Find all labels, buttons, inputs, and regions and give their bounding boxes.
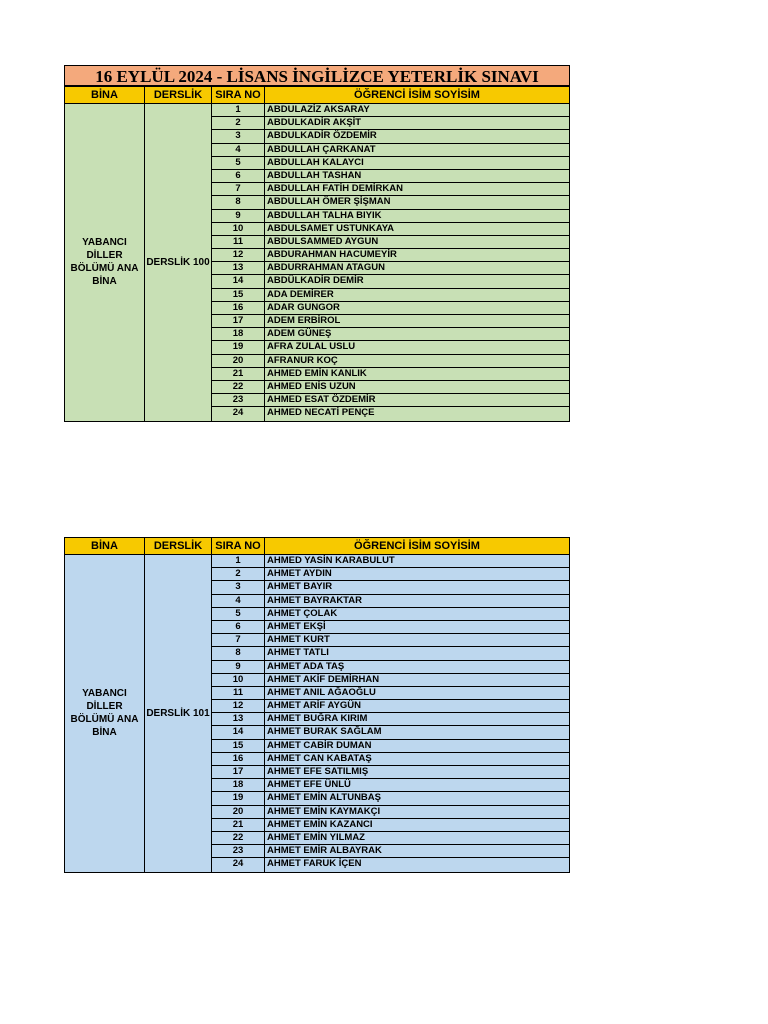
sira-no-cell: 15: [212, 289, 265, 301]
student-name-cell: AHMET BAYRAKTAR: [267, 594, 362, 606]
table-row: [212, 806, 569, 819]
sira-no-cell: 9: [212, 210, 265, 222]
table-row: [212, 595, 569, 608]
page-title: 16 EYLÜL 2024 - LİSANS İNGİLİZCE YETERLİK SINAVI: [64, 65, 570, 86]
sira-no-cell: 16: [212, 302, 265, 314]
table-row: [212, 341, 569, 354]
sira-no-cell: 5: [212, 157, 265, 169]
table-row: [212, 687, 569, 700]
table-row: [212, 674, 569, 687]
table-header: [64, 86, 570, 104]
table-row: [212, 275, 569, 288]
sira-no-cell: 3: [212, 130, 265, 142]
student-name-cell: AHMET EMİN ALTUNBAŞ: [267, 792, 381, 804]
table-row: [212, 302, 569, 315]
sira-no-cell: 5: [212, 608, 265, 620]
table-row: [212, 223, 569, 236]
table-row: [212, 568, 569, 581]
student-name-cell: ABDULLAH ÇARKANAT: [267, 143, 376, 155]
table-row: [212, 157, 569, 170]
student-name-cell: AHMED ENİS UZUN: [267, 380, 356, 392]
student-rows: [212, 104, 569, 421]
header-derslik: DERSLİK: [145, 538, 212, 554]
student-name-cell: AHMED ESAT ÖZDEMİR: [267, 394, 376, 406]
table-row: [212, 407, 569, 420]
sira-no-cell: 22: [212, 832, 265, 844]
sira-no-cell: 8: [212, 196, 265, 208]
student-name-cell: AHMET BAYIR: [267, 581, 333, 593]
sira-no-cell: 6: [212, 170, 265, 182]
student-name-cell: AHMET EMİN KAYMAKÇI: [267, 805, 381, 817]
table-row: [212, 792, 569, 805]
sira-no-cell: 4: [212, 595, 265, 607]
table-row: [212, 104, 569, 117]
table-row: [212, 236, 569, 249]
student-name-cell: AHMET AYDIN: [267, 568, 332, 580]
sira-no-cell: 3: [212, 581, 265, 593]
table-row: [212, 779, 569, 792]
student-name-cell: ADEM ERBİROL: [267, 315, 341, 326]
table-row: [212, 183, 569, 196]
student-name-cell: ABDULLAH TASHAN: [267, 169, 362, 181]
sira-no-cell: 14: [212, 275, 265, 287]
sira-no-cell: 12: [212, 249, 265, 261]
student-name-cell: AHMET EMİN KAZANCI: [267, 818, 373, 830]
student-name-cell: AHMED YASİN KARABULUT: [267, 555, 395, 566]
header-derslik: DERSLİK: [145, 87, 212, 103]
student-name-cell: AHMET FARUK İÇEN: [267, 858, 362, 870]
student-name-cell: AHMET BURAK SAĞLAM: [267, 726, 382, 738]
sira-no-cell: 21: [212, 819, 265, 831]
student-name-cell: AFRANUR KOÇ: [267, 354, 338, 366]
sira-no-cell: 19: [212, 792, 265, 804]
table-row: [212, 555, 569, 568]
student-name-cell: ABDULKADİR AKŞİT: [267, 117, 362, 129]
sira-no-cell: 19: [212, 341, 265, 353]
student-name-cell: ABDULSAMET USTUNKAYA: [267, 222, 395, 234]
sira-no-cell: 23: [212, 394, 265, 406]
student-name-cell: AHMET ÇOLAK: [267, 607, 338, 619]
table-row: [212, 355, 569, 368]
header-ogrenci: ÖĞRENCİ İSİM SOYİSİM: [354, 540, 480, 552]
sira-no-cell: 18: [212, 328, 265, 340]
sira-no-cell: 22: [212, 381, 265, 393]
sira-no-cell: 10: [212, 674, 265, 686]
table-row: [212, 858, 569, 871]
exam-table-2: [64, 537, 570, 873]
student-name-cell: AHMET ANIL AĞAOĞLU: [267, 686, 376, 698]
sira-no-cell: 1: [212, 555, 265, 567]
table-body: [64, 555, 570, 873]
table-row: [212, 766, 569, 779]
table-body: [64, 104, 570, 422]
student-name-cell: AHMET EFE ÜNLÜ: [267, 779, 351, 791]
student-name-cell: AHMET EMİN YILMAZ: [267, 831, 365, 843]
derslik-cell: DERSLİK 100: [145, 104, 212, 421]
student-name-cell: ADAR GUNGOR: [267, 301, 340, 313]
sira-no-cell: 12: [212, 700, 265, 712]
student-name-cell: AHMET KURT: [267, 634, 330, 646]
table-row: [212, 289, 569, 302]
sira-no-cell: 1: [212, 104, 265, 116]
exam-table-1: [64, 65, 570, 422]
sira-no-cell: 11: [212, 236, 265, 248]
table-row: [212, 394, 569, 407]
student-name-cell: ABDULAZİZ AKSARAY: [267, 104, 370, 115]
student-name-cell: AFRA ZULAL USLU: [267, 341, 356, 353]
table-row: [212, 315, 569, 328]
student-name-cell: AHMET ADA TAŞ: [267, 660, 345, 672]
student-name-cell: ABDULLAH FATİH DEMİRKAN: [267, 183, 403, 195]
header-sira-no: SIRA NO: [212, 538, 265, 554]
table-row: [212, 753, 569, 766]
bina-cell: YABANCI DİLLER BÖLÜMÜ ANA BİNA: [65, 555, 145, 872]
student-name-cell: ADA DEMİRER: [267, 288, 334, 300]
bina-cell: YABANCI DİLLER BÖLÜMÜ ANA BİNA: [65, 104, 145, 421]
table-row: [212, 249, 569, 262]
table-row: [212, 634, 569, 647]
student-name-cell: AHMET EFE SATILMIŞ: [267, 766, 369, 777]
table-row: [212, 381, 569, 394]
student-name-cell: ABDULLAH KALAYCI: [267, 156, 364, 168]
table-row: [212, 117, 569, 130]
sira-no-cell: 9: [212, 661, 265, 673]
student-name-cell: AHMET CAN KABATAŞ: [267, 752, 372, 764]
header-ogrenci: ÖĞRENCİ İSİM SOYİSİM: [354, 89, 480, 101]
table-row: [212, 740, 569, 753]
sira-no-cell: 20: [212, 355, 265, 367]
table-row: [212, 713, 569, 726]
table-row: [212, 700, 569, 713]
student-name-cell: ADEM GÜNEŞ: [267, 328, 332, 340]
table-row: [212, 130, 569, 143]
student-name-cell: ABDÜLKADİR DEMİR: [267, 275, 364, 287]
table-row: [212, 845, 569, 858]
student-name-cell: AHMED NECATİ PENÇE: [267, 407, 375, 419]
table-header: [64, 537, 570, 555]
sira-no-cell: 23: [212, 845, 265, 857]
table-row: [212, 196, 569, 209]
table-row: [212, 368, 569, 381]
table-row: [212, 328, 569, 341]
sira-no-cell: 2: [212, 568, 265, 580]
table-row: [212, 210, 569, 223]
student-name-cell: AHMED EMİN KANLIK: [267, 367, 367, 379]
student-rows: [212, 555, 569, 872]
sira-no-cell: 8: [212, 647, 265, 659]
sira-no-cell: 13: [212, 713, 265, 725]
sira-no-cell: 24: [212, 858, 265, 871]
student-name-cell: AHMET EKŞİ: [267, 620, 326, 632]
student-name-cell: ABDURAHMAN HACUMEYİR: [267, 249, 397, 261]
table-row: [212, 819, 569, 832]
header-bina: BİNA: [65, 538, 145, 554]
student-name-cell: AHMET CABİR DUMAN: [267, 739, 372, 751]
student-name-cell: ABDULKADİR ÖZDEMİR: [267, 130, 377, 142]
table-row: [212, 144, 569, 157]
student-name-cell: AHMET EMİR ALBAYRAK: [267, 845, 382, 857]
student-name-cell: ABDULLAH ÖMER ŞİŞMAN: [267, 196, 391, 208]
sira-no-cell: 18: [212, 779, 265, 791]
student-name-cell: ABDURRAHMAN ATAGUN: [267, 262, 386, 274]
table-row: [212, 661, 569, 674]
student-name-cell: ABDULLAH TALHA BIYIK: [267, 209, 382, 221]
table-row: [212, 647, 569, 660]
student-name-cell: ABDULSAMMED AYGUN: [267, 235, 379, 247]
sira-no-cell: 20: [212, 806, 265, 818]
header-sira-no: SIRA NO: [212, 87, 265, 103]
sira-no-cell: 7: [212, 634, 265, 646]
sira-no-cell: 16: [212, 753, 265, 765]
table-row: [212, 581, 569, 594]
header-bina: BİNA: [65, 87, 145, 103]
table-row: [212, 726, 569, 739]
sira-no-cell: 13: [212, 262, 265, 274]
student-name-cell: AHMET AKİF DEMİRHAN: [267, 673, 380, 685]
student-name-cell: AHMET TATLI: [267, 647, 329, 659]
sira-no-cell: 15: [212, 740, 265, 752]
sira-no-cell: 17: [212, 315, 265, 327]
sira-no-cell: 7: [212, 183, 265, 195]
table-row: [212, 832, 569, 845]
sira-no-cell: 2: [212, 117, 265, 129]
sira-no-cell: 17: [212, 766, 265, 778]
student-name-cell: AHMET ARİF AYGÜN: [267, 700, 361, 712]
table-row: [212, 608, 569, 621]
table-row: [212, 621, 569, 634]
sira-no-cell: 14: [212, 726, 265, 738]
sira-no-cell: 4: [212, 144, 265, 156]
sira-no-cell: 11: [212, 687, 265, 699]
table-row: [212, 170, 569, 183]
sira-no-cell: 6: [212, 621, 265, 633]
student-name-cell: AHMET BUĞRA KIRIM: [267, 713, 368, 725]
table-row: [212, 262, 569, 275]
sira-no-cell: 21: [212, 368, 265, 380]
derslik-cell: DERSLİK 101: [145, 555, 212, 872]
sira-no-cell: 24: [212, 407, 265, 420]
sira-no-cell: 10: [212, 223, 265, 235]
